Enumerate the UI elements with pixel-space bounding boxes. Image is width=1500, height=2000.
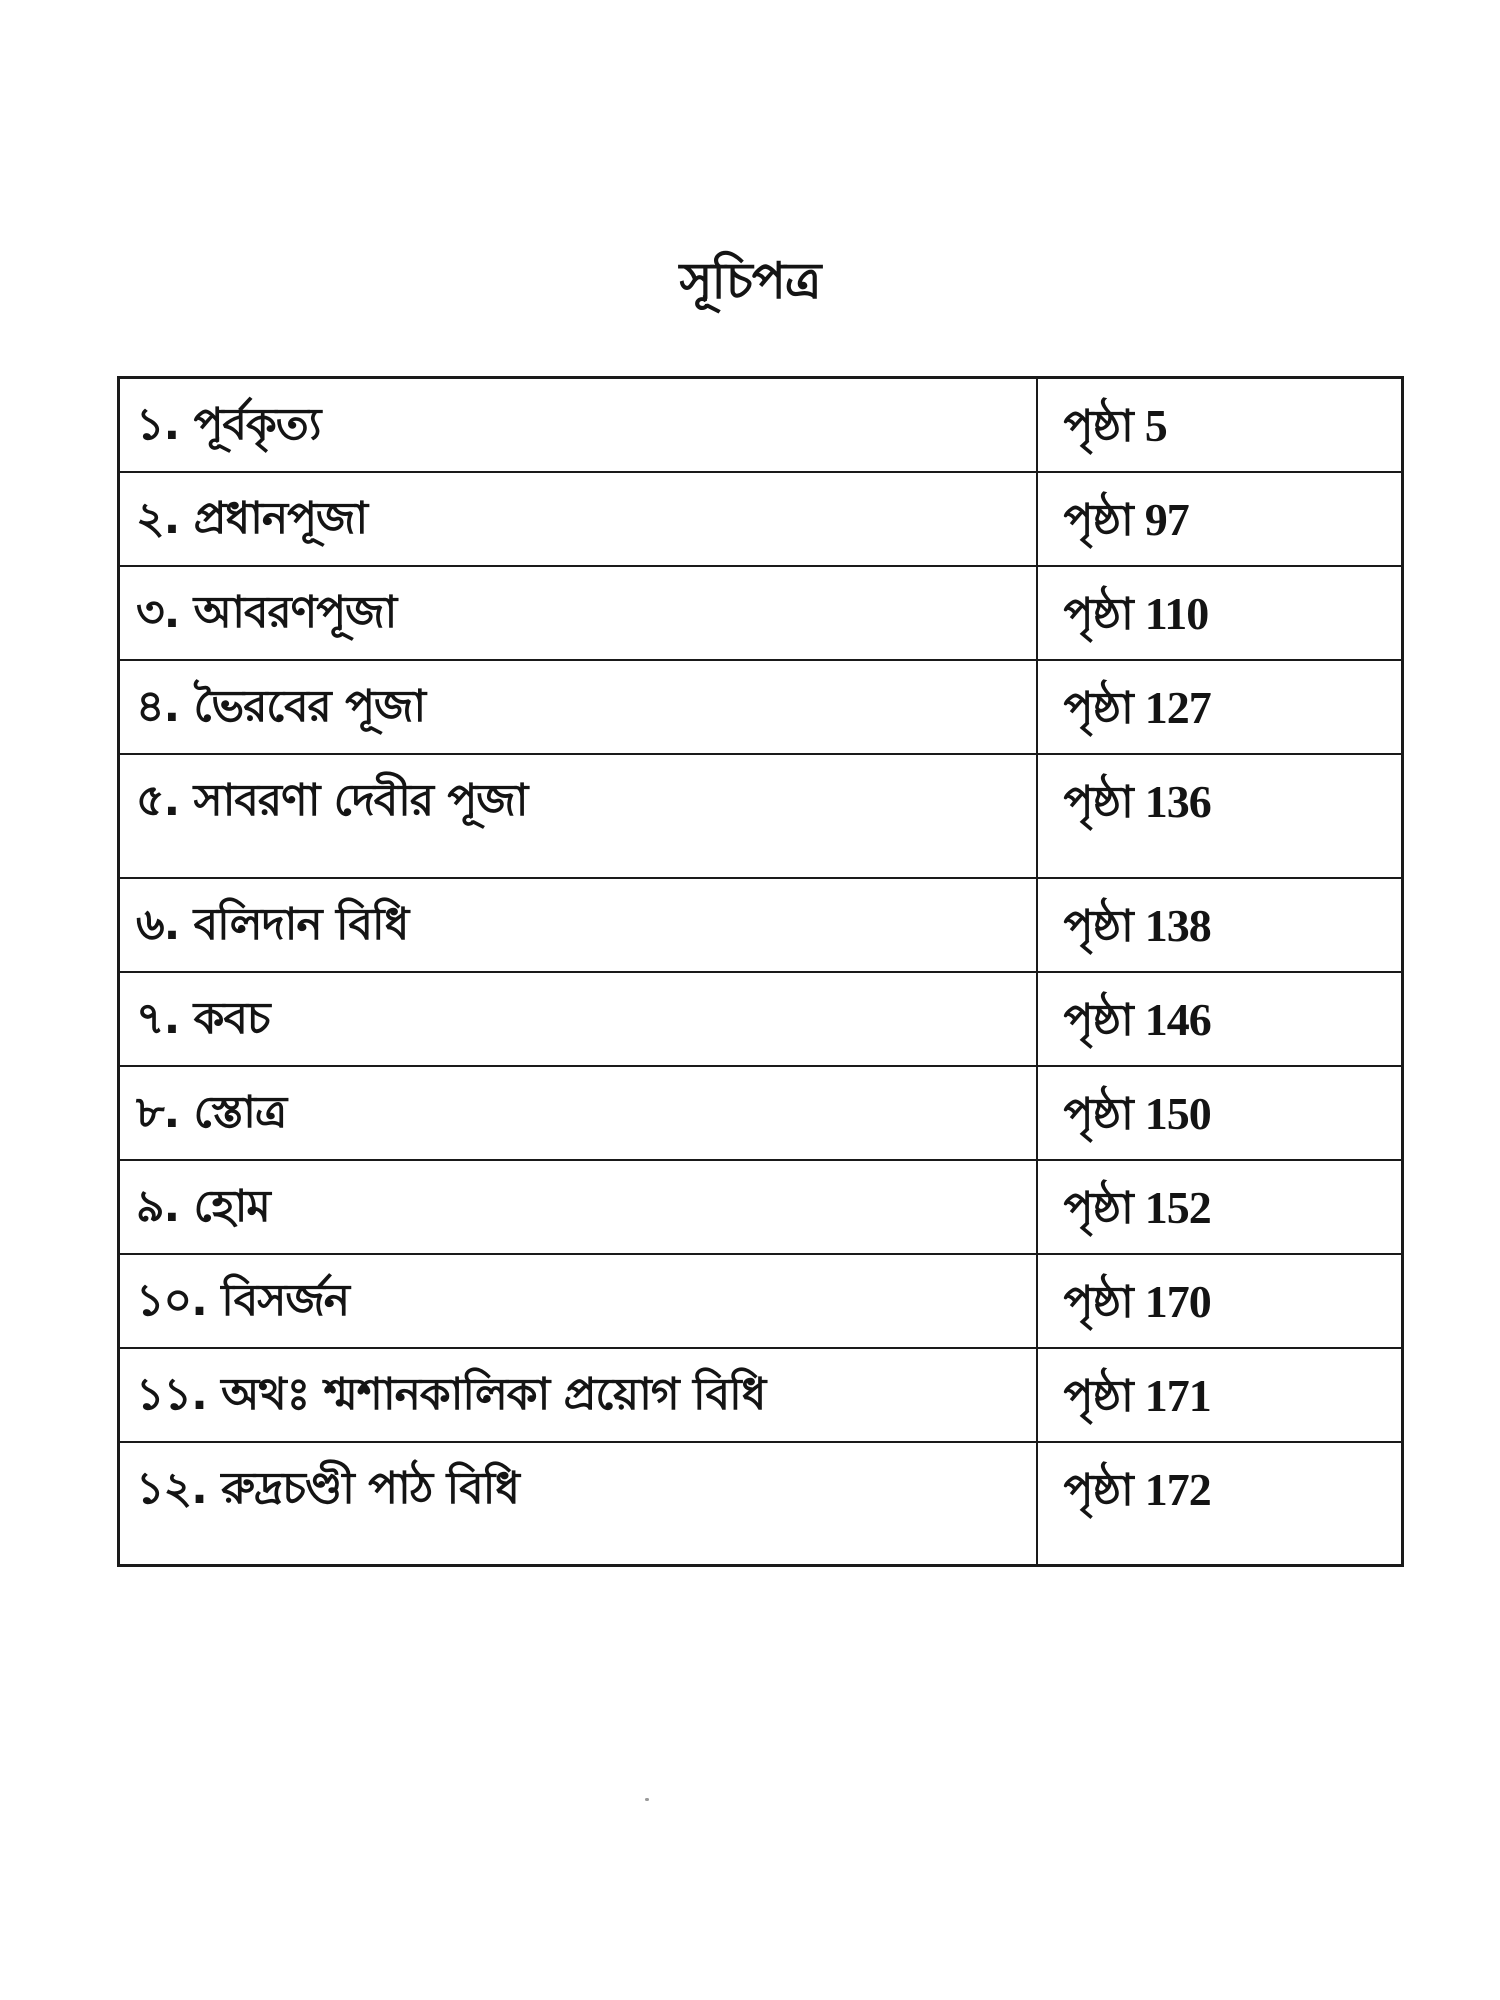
toc-row (119, 1442, 1403, 1566)
toc-entry-title-cell (119, 1160, 1037, 1254)
toc-page-number: 172 (1144, 1463, 1211, 1515)
scan-speck (645, 1798, 649, 1801)
toc-page-number: 127 (1144, 681, 1211, 733)
toc-entry-index: ২. (136, 492, 180, 544)
toc-page-label: পৃষ্ঠা (1063, 588, 1133, 640)
toc-page-label: পৃষ্ঠা (1063, 401, 1133, 452)
toc-row (119, 1254, 1403, 1348)
toc-entry-title-cell (119, 754, 1037, 878)
toc-entry-title-cell (119, 1066, 1037, 1160)
toc-entry-title-cell (119, 472, 1037, 566)
toc-entry-index: ১২. (136, 1462, 207, 1514)
toc-entry-page-cell (1037, 1066, 1403, 1160)
toc-entry-page-cell (1037, 472, 1403, 566)
toc-page-label: পৃষ্ঠা (1063, 494, 1133, 546)
toc-entry-page-cell (1037, 378, 1403, 472)
toc-entry-page-cell (1037, 660, 1403, 754)
toc-entry-page-cell (1037, 1442, 1403, 1566)
toc-entry-title-cell (119, 378, 1037, 472)
page-title: সূচিপত্র (679, 251, 821, 310)
toc-entry-title-cell (119, 566, 1037, 660)
toc-page-number: 170 (1144, 1275, 1211, 1327)
toc-entry-title-cell (119, 972, 1037, 1066)
toc-entry-index: ৮. (136, 1086, 180, 1138)
toc-page-label: পৃষ্ঠা (1063, 1464, 1133, 1516)
toc-entry-title: অথঃ শ্মশানকালিকা প্রয়োগ বিধি (221, 1368, 766, 1420)
toc-page-label: পৃষ্ঠা (1063, 994, 1133, 1046)
toc-page-label: পৃষ্ঠা (1063, 1182, 1133, 1234)
toc-entry-index: ৩. (136, 586, 180, 638)
toc-entry-title-cell (119, 1254, 1037, 1348)
toc-entry-index: ৭. (136, 992, 180, 1044)
toc-page-label: পৃষ্ঠা (1063, 1088, 1133, 1140)
toc-page-number: 5 (1144, 400, 1167, 451)
toc-entry-title-cell (119, 878, 1037, 972)
toc-row (119, 660, 1403, 754)
toc-entry-index: ১০. (136, 1274, 207, 1326)
toc-page-number: 97 (1144, 493, 1189, 545)
toc-row (119, 754, 1403, 878)
toc-entry-index: ৯. (136, 1180, 180, 1232)
toc-row (119, 878, 1403, 972)
toc-page-number: 152 (1144, 1181, 1211, 1233)
toc-page-label: পৃষ্ঠা (1063, 1276, 1133, 1328)
toc-entry-index: ৫. (136, 774, 180, 826)
toc-entry-title: স্তোত্র (193, 1086, 287, 1138)
toc-entry-title: কবচ (193, 992, 270, 1044)
toc-entry-title: বিসর্জন (221, 1274, 349, 1326)
toc-entry-title-cell (119, 660, 1037, 754)
toc-page-number: 171 (1144, 1369, 1211, 1421)
toc-entry-index: ৬. (136, 898, 180, 950)
toc-entry-index: ৪. (136, 680, 180, 732)
toc-entry-index: ১. (136, 399, 180, 450)
toc-row (119, 472, 1403, 566)
toc-row (119, 1160, 1403, 1254)
toc-page-label: পৃষ্ঠা (1063, 776, 1133, 828)
toc-entry-page-cell (1037, 754, 1403, 878)
toc-entry-page-cell (1037, 1348, 1403, 1442)
toc-entry-title: ভৈরবের পূজা (193, 680, 426, 732)
toc-page-number: 136 (1144, 775, 1211, 827)
toc-page-label: পৃষ্ঠা (1063, 900, 1133, 952)
toc-entry-page-cell (1037, 1254, 1403, 1348)
toc-entry-title: বলিদান বিধি (193, 898, 409, 950)
toc-row (119, 566, 1403, 660)
toc-entry-title: হোম (193, 1180, 270, 1232)
toc-entry-page-cell (1037, 972, 1403, 1066)
toc-entry-page-cell (1037, 566, 1403, 660)
toc-entry-page-cell (1037, 878, 1403, 972)
toc-page-label: পৃষ্ঠা (1063, 1370, 1133, 1422)
toc-entry-title: রুদ্রচণ্ডী পাঠ বিধি (221, 1462, 519, 1514)
toc-row (119, 1348, 1403, 1442)
toc-page-number: 146 (1144, 993, 1211, 1045)
toc-row (119, 1066, 1403, 1160)
toc-entry-title: প্রধানপূজা (193, 492, 368, 544)
toc-page-label: পৃষ্ঠা (1063, 682, 1133, 734)
toc-entry-title: সাবরণা দেবীর পূজা (193, 774, 528, 826)
toc-row (119, 378, 1403, 472)
toc-page-number: 150 (1144, 1087, 1211, 1139)
toc-page-number: 138 (1144, 899, 1211, 951)
toc-entry-title-cell (119, 1348, 1037, 1442)
table-of-contents (117, 376, 1404, 1567)
toc-entry-page-cell (1037, 1160, 1403, 1254)
toc-entry-title: আবরণপূজা (193, 586, 397, 638)
toc-entry-title-cell (119, 1442, 1037, 1566)
toc-entry-title: পূর্বকৃত্য (193, 399, 321, 450)
toc-row (119, 972, 1403, 1066)
toc-entry-index: ১১. (136, 1368, 207, 1420)
toc-page-number: 110 (1144, 587, 1209, 639)
